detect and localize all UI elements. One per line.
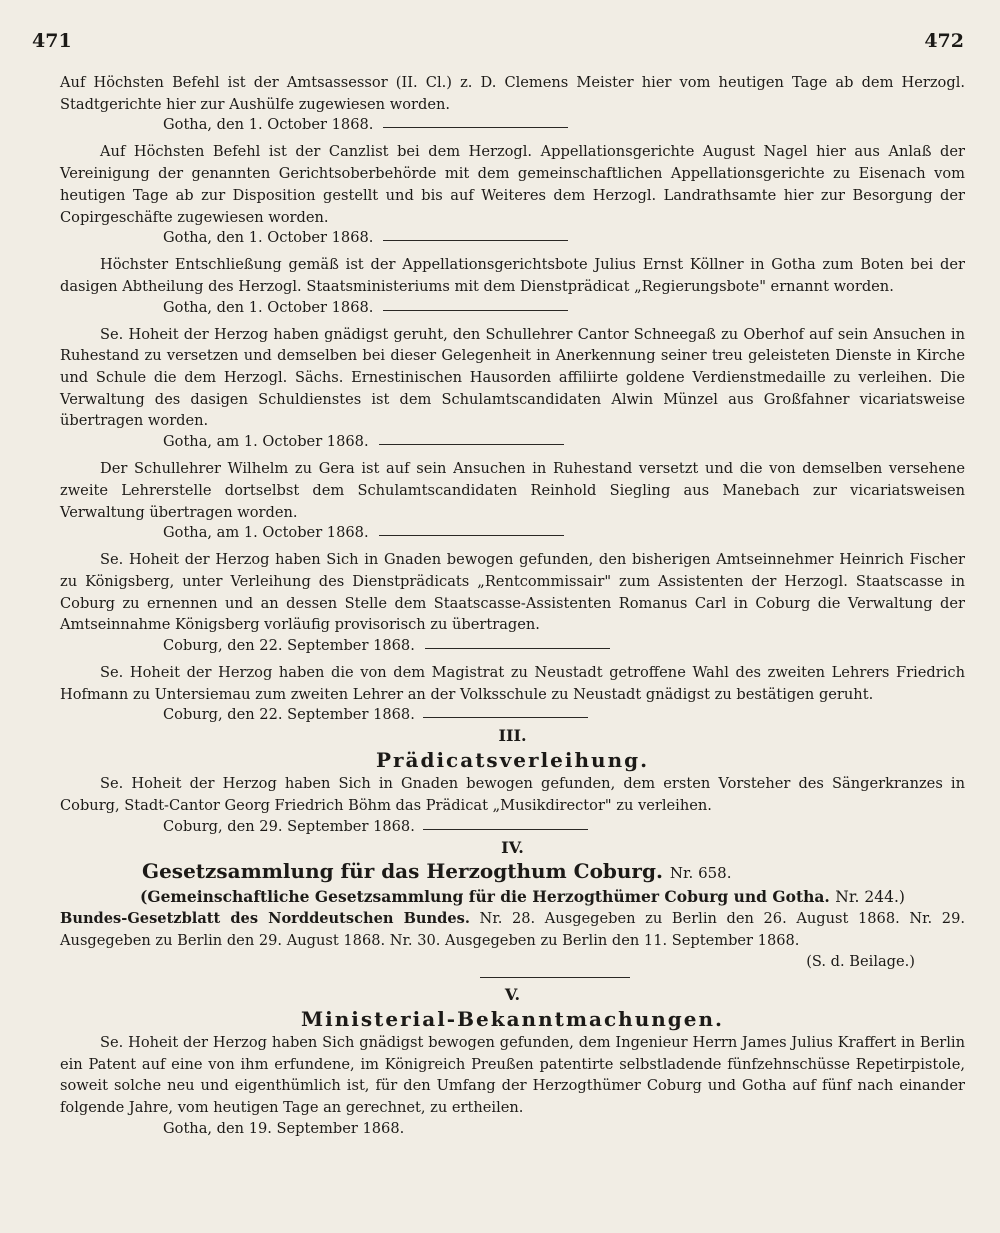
gesetzsammlung-subtitle-number: Nr. 244.) [835, 887, 905, 906]
separator-rule [423, 717, 588, 718]
section-title: Ministerial-Bekanntmachungen. [301, 1006, 724, 1031]
entry-signature-row [60, 115, 965, 135]
separator-rule [425, 648, 610, 649]
separator-rule [423, 829, 588, 830]
beilage-note: (S. d. Beilage.) [806, 953, 915, 971]
bundesgesetzblatt-entry [60, 908, 965, 951]
separator-rule [379, 535, 564, 536]
section-paragraph: Se. Hoheit der Herzog haben Sich gnädigst bewogen gefunden, dem Ingenieur Herrn James Julius Kraffert in Berlin ein Patent auf eine von ihm erfundene, im Königreich Preußen patentirte selbstladende fünfzehnschüsse Repetirpistole, soweit solche neu und eigenthümlich ist, für den Umfang der Herzogthümer Coburg und Gotha auf fünf nach einander folgende Jahre, vom heutigen Tage an gerechnet, zu ertheilen. [60, 1033, 965, 1117]
entry-signature-row [60, 705, 965, 725]
gesetzsammlung-subtitle [60, 886, 965, 908]
entry-signature: Coburg, den 22. September 1868. [163, 706, 415, 724]
section-number: IV. [501, 837, 524, 857]
section-title: Prädicatsverleihung. [375, 748, 650, 773]
entry-signature-row [60, 523, 965, 543]
gesetzsammlung-title-text: Gesetzsammlung für das Herzogthum Coburg. [142, 858, 663, 883]
gesetzsammlung-number: Nr. 658. [669, 863, 732, 882]
section-signature: Coburg, den 29. September 1868. [163, 817, 415, 835]
separator-rule [379, 444, 564, 445]
entry-signature-row [60, 228, 965, 248]
entry-paragraph: Se. Hoheit der Herzog haben gnädigst geruht, den Schullehrer Cantor Schneegaß zu Oberhof auf sein Ansuchen in Ruhestand zu versetzen und demselben bei dieser Gelegenheit in Anerkennung seiner treu geleisteten Dienste in Kirche und Schule die dem Herzogl. Sächs. Ernestinischen Hausorden affiliirte goldene Verdienstmedaille zu verleihen. Die Verwaltung des dasigen Schuldienstes ist dem Schulamtscandidaten Alwin Münzel aus Großfahner vicariatsweise übertragen worden. [60, 325, 965, 430]
beilage-note-row [60, 951, 965, 973]
entry-paragraph: Auf Höchsten Befehl ist der Amtsassessor (II. Cl.) z. D. Clemens Meister hier vom heutigen Tage ab dem Herzogl. Stadtgerichte hier zur Aushülfe zugewiesen worden. [60, 74, 965, 113]
separator-rule [383, 240, 568, 241]
entry-paragraph: Der Schullehrer Wilhelm zu Gera ist auf sein Ansuchen in Ruhestand versetzt und die von demselben versehene zweite Lehrerstelle dortselbst dem Schulamtscandidaten Reinhold Siegling aus Manebach zur vicariatsweisen Verwaltung übertragen worden. [60, 460, 965, 521]
entry-signature: Gotha, den 1. October 1868. [163, 298, 374, 316]
entry-signature-row [60, 298, 965, 318]
entry-paragraph: Se. Hoheit der Herzog haben die von dem Magistrat zu Neustadt getroffene Wahl des zweiten Lehrers Friedrich Hofmann zu Untersiemau zum zweiten Lehrer an der Volksschule zu Neustadt gnädigst zu bestätigen geruht. [60, 664, 965, 703]
entry-signature-row [60, 636, 965, 656]
section-signature: Gotha, den 19. September 1868. [163, 1119, 405, 1137]
entry-signature: Coburg, den 22. September 1868. [163, 637, 415, 655]
separator-rule [383, 310, 568, 311]
section-number: V. [504, 984, 521, 1004]
entry-paragraph: Se. Hoheit der Herzog haben Sich in Gnaden bewogen gefunden, den bisherigen Amtseinnehmer Heinrich Fischer zu Königsberg, unter Verleihung des Dienstprädicats „Rentcommissair" zum Assistenten der Herzogl. Staatscasse in Coburg zu ernennen und an dessen Stelle dem Staatscasse-Assistenten Romanus Carl in Coburg die Verwaltung der Amtseinnahme Königsberg vorläufig provisorisch zu übertragen. [60, 551, 965, 634]
entry-paragraph: Auf Höchsten Befehl ist der Canzlist bei dem Herzogl. Appellationsgerichte August Nagel hier aus Anlaß der Vereinigung der genannten Gerichtsoberbehörde mit dem gemeinschaftlichen Appellationsgerichte zu Eisenach vom heutigen Tage ab zur Disposition gestellt und bis auf Weiteres dem Herzogl. Landrathsamte hier zur Besorgung der Copirgeschäfte zugewiesen worden. [60, 143, 965, 226]
separator-rule [480, 977, 630, 978]
bundesgesetzblatt-text: Nr. 28. Ausgegeben zu Berlin den 26. August 1868. Nr. 29. Ausgegeben zu Berlin den 29. August 1868. Nr. 30. Ausgegeben zu Berlin den 11. September 1868. [60, 909, 965, 949]
entry-signature: Gotha, den 1. October 1868. [163, 116, 374, 134]
section-signature-row [60, 817, 965, 837]
entry-paragraph: Höchster Entschließung gemäß ist der Appellationsgerichtsbote Julius Ernst Köllner in Gotha zum Boten bei der dasigen Abtheilung des Herzogl. Staatsministeriums mit dem Dienstprädicat „Regierungsbote" ernannt worden. [60, 256, 965, 295]
entry-signature: Gotha, am 1. October 1868. [163, 524, 369, 542]
bundesgesetzblatt-label: Bundes-Gesetzblatt des Norddeutschen Bundes. [60, 909, 470, 927]
entry-signature-row [60, 432, 965, 452]
section-paragraph: Se. Hoheit der Herzog haben Sich in Gnaden bewogen gefunden, dem ersten Vorsteher des Sängerkranzes in Coburg, Stadt-Cantor Georg Friedrich Böhm das Prädicat „Musikdirector" zu verleihen. [60, 775, 965, 815]
gesetzsammlung-title [60, 859, 965, 886]
separator-rule [383, 127, 568, 128]
page-number-left: 471 [32, 30, 72, 52]
section-number: III. [498, 726, 527, 746]
entry-signature: Gotha, am 1. October 1868. [163, 433, 369, 451]
entry-signature: Gotha, den 1. October 1868. [163, 229, 374, 247]
page-content [60, 72, 965, 1139]
gesetzsammlung-subtitle-text: (Gemeinschaftliche Gesetzsammlung für die Herzogthümer Coburg und Gotha. [140, 886, 830, 906]
page-number-right: 472 [924, 30, 964, 52]
